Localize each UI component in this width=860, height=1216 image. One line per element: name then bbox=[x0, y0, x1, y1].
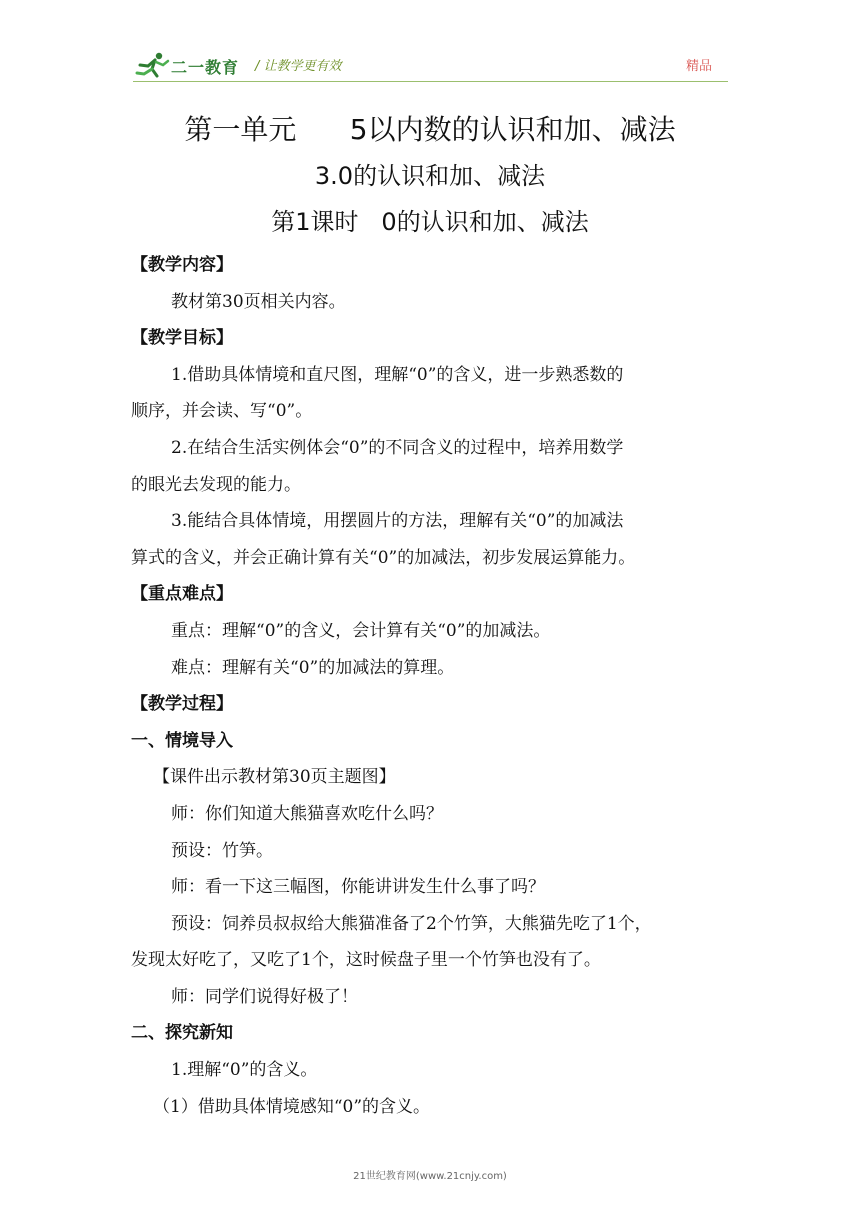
paragraph: 师：你们知道大熊猫喜欢吃什么吗？ bbox=[171, 803, 443, 824]
paragraph-continuation: 的眼光去发现的能力。 bbox=[131, 474, 301, 495]
heading-situation-intro: 一、情境导入 bbox=[131, 730, 233, 751]
unit-title: 第一单元 5以内数的认识和加、减法 bbox=[184, 113, 676, 146]
slogan: / 让教学更有效 bbox=[255, 59, 342, 74]
paragraph-continuation: 发现太好吃了，又吃了1个，这时候盘子里一个竹笋也没有了。 bbox=[131, 950, 601, 971]
paragraph: 难点：理解有关“0”的加减法的算理。 bbox=[171, 657, 455, 678]
heading-key-points: 【重点难点】 bbox=[131, 584, 233, 605]
paragraph: 教材第30页相关内容。 bbox=[171, 291, 346, 312]
lesson-body bbox=[131, 247, 731, 1125]
page-header bbox=[0, 0, 860, 86]
page-footer: 21世纪教育网(www.21cnjy.com) bbox=[353, 1171, 507, 1182]
heading-teaching-content: 【教学内容】 bbox=[131, 255, 233, 275]
logo-text: 二一教育 bbox=[171, 58, 240, 77]
paragraph: 1.理解“0”的含义。 bbox=[171, 1060, 318, 1081]
paragraph: 【课件出示教材第30页主题图】 bbox=[153, 767, 396, 788]
header-divider bbox=[133, 81, 728, 82]
paragraph: 师：同学们说得好极了！ bbox=[171, 986, 358, 1007]
paragraph: （1）借助具体情境感知“0”的含义。 bbox=[153, 1096, 431, 1117]
paragraph: 2.在结合生活实例体会“0”的不同含义的过程中，培养用数学 bbox=[171, 437, 624, 458]
paragraph-continuation: 顺序，并会读、写“0”。 bbox=[131, 401, 313, 422]
paragraph: 1.借助具体情境和直尺图，理解“0”的含义，进一步熟悉数的 bbox=[171, 364, 624, 385]
paragraph: 3.能结合具体情境，用摆圆片的方法，理解有关“0”的加减法 bbox=[171, 511, 624, 532]
paragraph: 预设：饲养员叔叔给大熊猫准备了2个竹笋，大熊猫先吃了1个， bbox=[171, 913, 652, 934]
heading-teaching-process: 【教学过程】 bbox=[131, 694, 233, 715]
lesson-title: 第1课时 0的认识和加、减法 bbox=[271, 208, 589, 236]
paragraph: 预设：竹笋。 bbox=[171, 840, 273, 861]
runner-icon bbox=[135, 52, 171, 78]
paragraph-continuation: 算式的含义，并会正确计算有关“0”的加减法，初步发展运算能力。 bbox=[131, 547, 636, 568]
section-title: 3.0的认识和加、减法 bbox=[314, 162, 546, 190]
heading-explore: 二、探究新知 bbox=[131, 1023, 233, 1044]
brand-logo bbox=[135, 52, 255, 78]
paragraph: 师：看一下这三幅图，你能讲讲发生什么事了吗？ bbox=[171, 877, 545, 898]
quality-badge: 精品 bbox=[686, 59, 713, 74]
heading-teaching-goals: 【教学目标】 bbox=[131, 328, 233, 349]
paragraph: 重点：理解“0”的含义，会计算有关“0”的加减法。 bbox=[171, 620, 551, 641]
